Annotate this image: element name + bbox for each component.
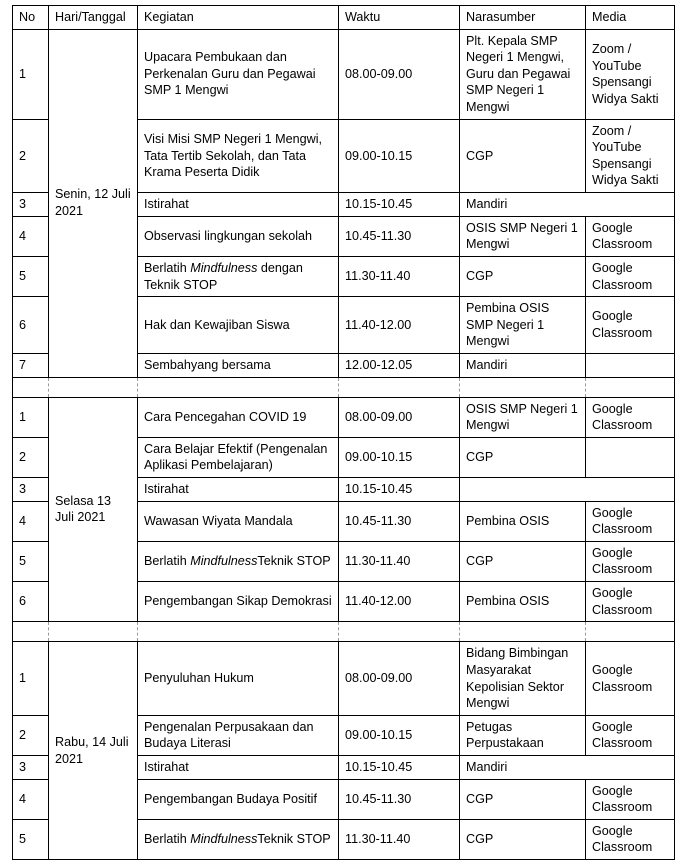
cell-kegiatan: Berlatih Mindfulness dengan Teknik STOP: [138, 256, 339, 296]
cell-media: Google Classroom: [586, 819, 675, 859]
cell-no: 2: [13, 715, 49, 755]
cell-waktu: 08.00-09.00: [339, 29, 460, 119]
kegiatan-emphasis: Mindfulness: [190, 260, 258, 275]
cell-narasumber: CGP: [460, 541, 586, 581]
cell-kegiatan: Hak dan Kewajiban Siswa: [138, 297, 339, 354]
cell-hari-tanggal: Senin, 12 Juli 2021: [49, 29, 138, 377]
cell-no: 2: [13, 437, 49, 477]
cell-waktu: 11.30-11.40: [339, 256, 460, 296]
cell-narasumber: [460, 478, 675, 502]
column-header-narasumber: Narasumber: [460, 6, 586, 30]
column-header-no: No: [13, 6, 49, 30]
cell-no: 5: [13, 256, 49, 296]
cell-kegiatan: Istirahat: [138, 755, 339, 779]
cell-narasumber: CGP: [460, 256, 586, 296]
cell-kegiatan: Cara Pencegahan COVID 19: [138, 397, 339, 437]
cell-no: 6: [13, 297, 49, 354]
cell-narasumber: Pembina OSIS SMP Negeri 1 Mengwi: [460, 297, 586, 354]
cell-waktu: 11.40-12.00: [339, 582, 460, 622]
kegiatan-emphasis: Mindfulness: [190, 554, 258, 569]
cell-narasumber: Plt. Kepala SMP Negeri 1 Mengwi, Guru dan Pegawai SMP Negeri 1 Mengwi: [460, 29, 586, 119]
cell-no: 1: [13, 29, 49, 119]
table-row: [13, 29, 675, 119]
cell-no: 2: [13, 119, 49, 192]
cell-narasumber: OSIS SMP Negeri 1 Mengwi: [460, 397, 586, 437]
cell-media: Google Classroom: [586, 541, 675, 581]
header-row: [13, 6, 675, 30]
cell-hari-tanggal: Selasa 13 Juli 2021: [49, 397, 138, 622]
cell-waktu: 11.40-12.00: [339, 297, 460, 354]
cell-waktu: 10.15-10.45: [339, 478, 460, 502]
cell-no: 1: [13, 397, 49, 437]
cell-narasumber: Mandiri: [460, 353, 586, 377]
cell-no: 4: [13, 501, 49, 541]
spacer-cell: [339, 622, 460, 642]
spacer-cell: [138, 622, 339, 642]
cell-no: 7: [13, 353, 49, 377]
table-row: [13, 397, 675, 437]
cell-narasumber: Pembina OSIS: [460, 582, 586, 622]
spacer-cell: [586, 622, 675, 642]
cell-no: 4: [13, 216, 49, 256]
cell-kegiatan: Upacara Pembukaan dan Perkenalan Guru dan Pegawai SMP 1 Mengwi: [138, 29, 339, 119]
cell-waktu: 12.00-12.05: [339, 353, 460, 377]
cell-media: Google Classroom: [586, 642, 675, 715]
cell-narasumber: Bidang Bimbingan Masyarakat Kepolisian Sektor Mengwi: [460, 642, 586, 715]
cell-media: [586, 353, 675, 377]
spacer-cell: [460, 377, 586, 397]
cell-kegiatan: Visi Misi SMP Negeri 1 Mengwi, Tata Tertib Sekolah, dan Tata Krama Peserta Didik: [138, 119, 339, 192]
cell-kegiatan: Wawasan Wiyata Mandala: [138, 501, 339, 541]
cell-kegiatan: Penyuluhan Hukum: [138, 642, 339, 715]
cell-no: 5: [13, 541, 49, 581]
cell-no: 5: [13, 819, 49, 859]
cell-kegiatan: Sembahyang bersama: [138, 353, 339, 377]
column-header-media: Media: [586, 6, 675, 30]
cell-narasumber: CGP: [460, 779, 586, 819]
cell-waktu: 10.15-10.45: [339, 755, 460, 779]
cell-kegiatan: Berlatih MindfulnessTeknik STOP: [138, 819, 339, 859]
spacer-cell: [13, 622, 49, 642]
cell-kegiatan: Istirahat: [138, 478, 339, 502]
table-header: [13, 6, 675, 30]
cell-waktu: 09.00-10.15: [339, 437, 460, 477]
cell-no: 3: [13, 478, 49, 502]
column-header-waktu: Waktu: [339, 6, 460, 30]
cell-waktu: 11.30-11.40: [339, 541, 460, 581]
cell-kegiatan: Pengenalan Perpusakaan dan Budaya Literasi: [138, 715, 339, 755]
cell-no: 6: [13, 582, 49, 622]
spacer-cell: [339, 377, 460, 397]
cell-media: Google Classroom: [586, 216, 675, 256]
cell-narasumber: OSIS SMP Negeri 1 Mengwi: [460, 216, 586, 256]
cell-no: 4: [13, 779, 49, 819]
cell-narasumber: Petugas Perpustakaan: [460, 715, 586, 755]
cell-waktu: 09.00-10.15: [339, 715, 460, 755]
spacer-cell: [138, 377, 339, 397]
section-spacer-row: [13, 377, 675, 397]
cell-waktu: 09.00-10.15: [339, 119, 460, 192]
spacer-cell: [460, 622, 586, 642]
cell-waktu: 10.15-10.45: [339, 193, 460, 217]
spacer-cell: [586, 377, 675, 397]
column-header-kegiatan: Kegiatan: [138, 6, 339, 30]
cell-kegiatan: Cara Belajar Efektif (Pengenalan Aplikasi Pembelajaran): [138, 437, 339, 477]
cell-kegiatan: Pengembangan Sikap Demokrasi: [138, 582, 339, 622]
cell-kegiatan: Observasi lingkungan sekolah: [138, 216, 339, 256]
cell-waktu: 08.00-09.00: [339, 642, 460, 715]
cell-no: 3: [13, 755, 49, 779]
cell-waktu: 11.30-11.40: [339, 819, 460, 859]
spacer-cell: [13, 377, 49, 397]
cell-media: Google Classroom: [586, 779, 675, 819]
cell-narasumber: CGP: [460, 119, 586, 192]
cell-hari-tanggal: Rabu, 14 Juli 2021: [49, 642, 138, 860]
schedule-table: [12, 5, 675, 860]
cell-media: Zoom / YouTube Spensangi Widya Sakti: [586, 119, 675, 192]
column-header-hari: Hari/Tanggal: [49, 6, 138, 30]
spacer-cell: [49, 377, 138, 397]
cell-media: Google Classroom: [586, 297, 675, 354]
cell-narasumber: Mandiri: [460, 193, 675, 217]
cell-kegiatan: Berlatih MindfulnessTeknik STOP: [138, 541, 339, 581]
cell-media: Google Classroom: [586, 715, 675, 755]
cell-media: [586, 437, 675, 477]
cell-no: 1: [13, 642, 49, 715]
cell-waktu: 10.45-11.30: [339, 216, 460, 256]
cell-media: Google Classroom: [586, 256, 675, 296]
spacer-cell: [49, 622, 138, 642]
cell-waktu: 10.45-11.30: [339, 501, 460, 541]
cell-waktu: 08.00-09.00: [339, 397, 460, 437]
cell-media: Google Classroom: [586, 501, 675, 541]
cell-waktu: 10.45-11.30: [339, 779, 460, 819]
cell-narasumber: CGP: [460, 437, 586, 477]
cell-media: Zoom / YouTube Spensangi Widya Sakti: [586, 29, 675, 119]
table-body: [13, 29, 675, 859]
cell-narasumber: CGP: [460, 819, 586, 859]
table-row: [13, 642, 675, 715]
cell-media: Google Classroom: [586, 582, 675, 622]
cell-kegiatan: Istirahat: [138, 193, 339, 217]
section-spacer-row: [13, 622, 675, 642]
cell-narasumber: Mandiri: [460, 755, 675, 779]
cell-kegiatan: Pengembangan Budaya Positif: [138, 779, 339, 819]
cell-media: Google Classroom: [586, 397, 675, 437]
cell-no: 3: [13, 193, 49, 217]
cell-narasumber: Pembina OSIS: [460, 501, 586, 541]
kegiatan-emphasis: Mindfulness: [190, 832, 258, 847]
